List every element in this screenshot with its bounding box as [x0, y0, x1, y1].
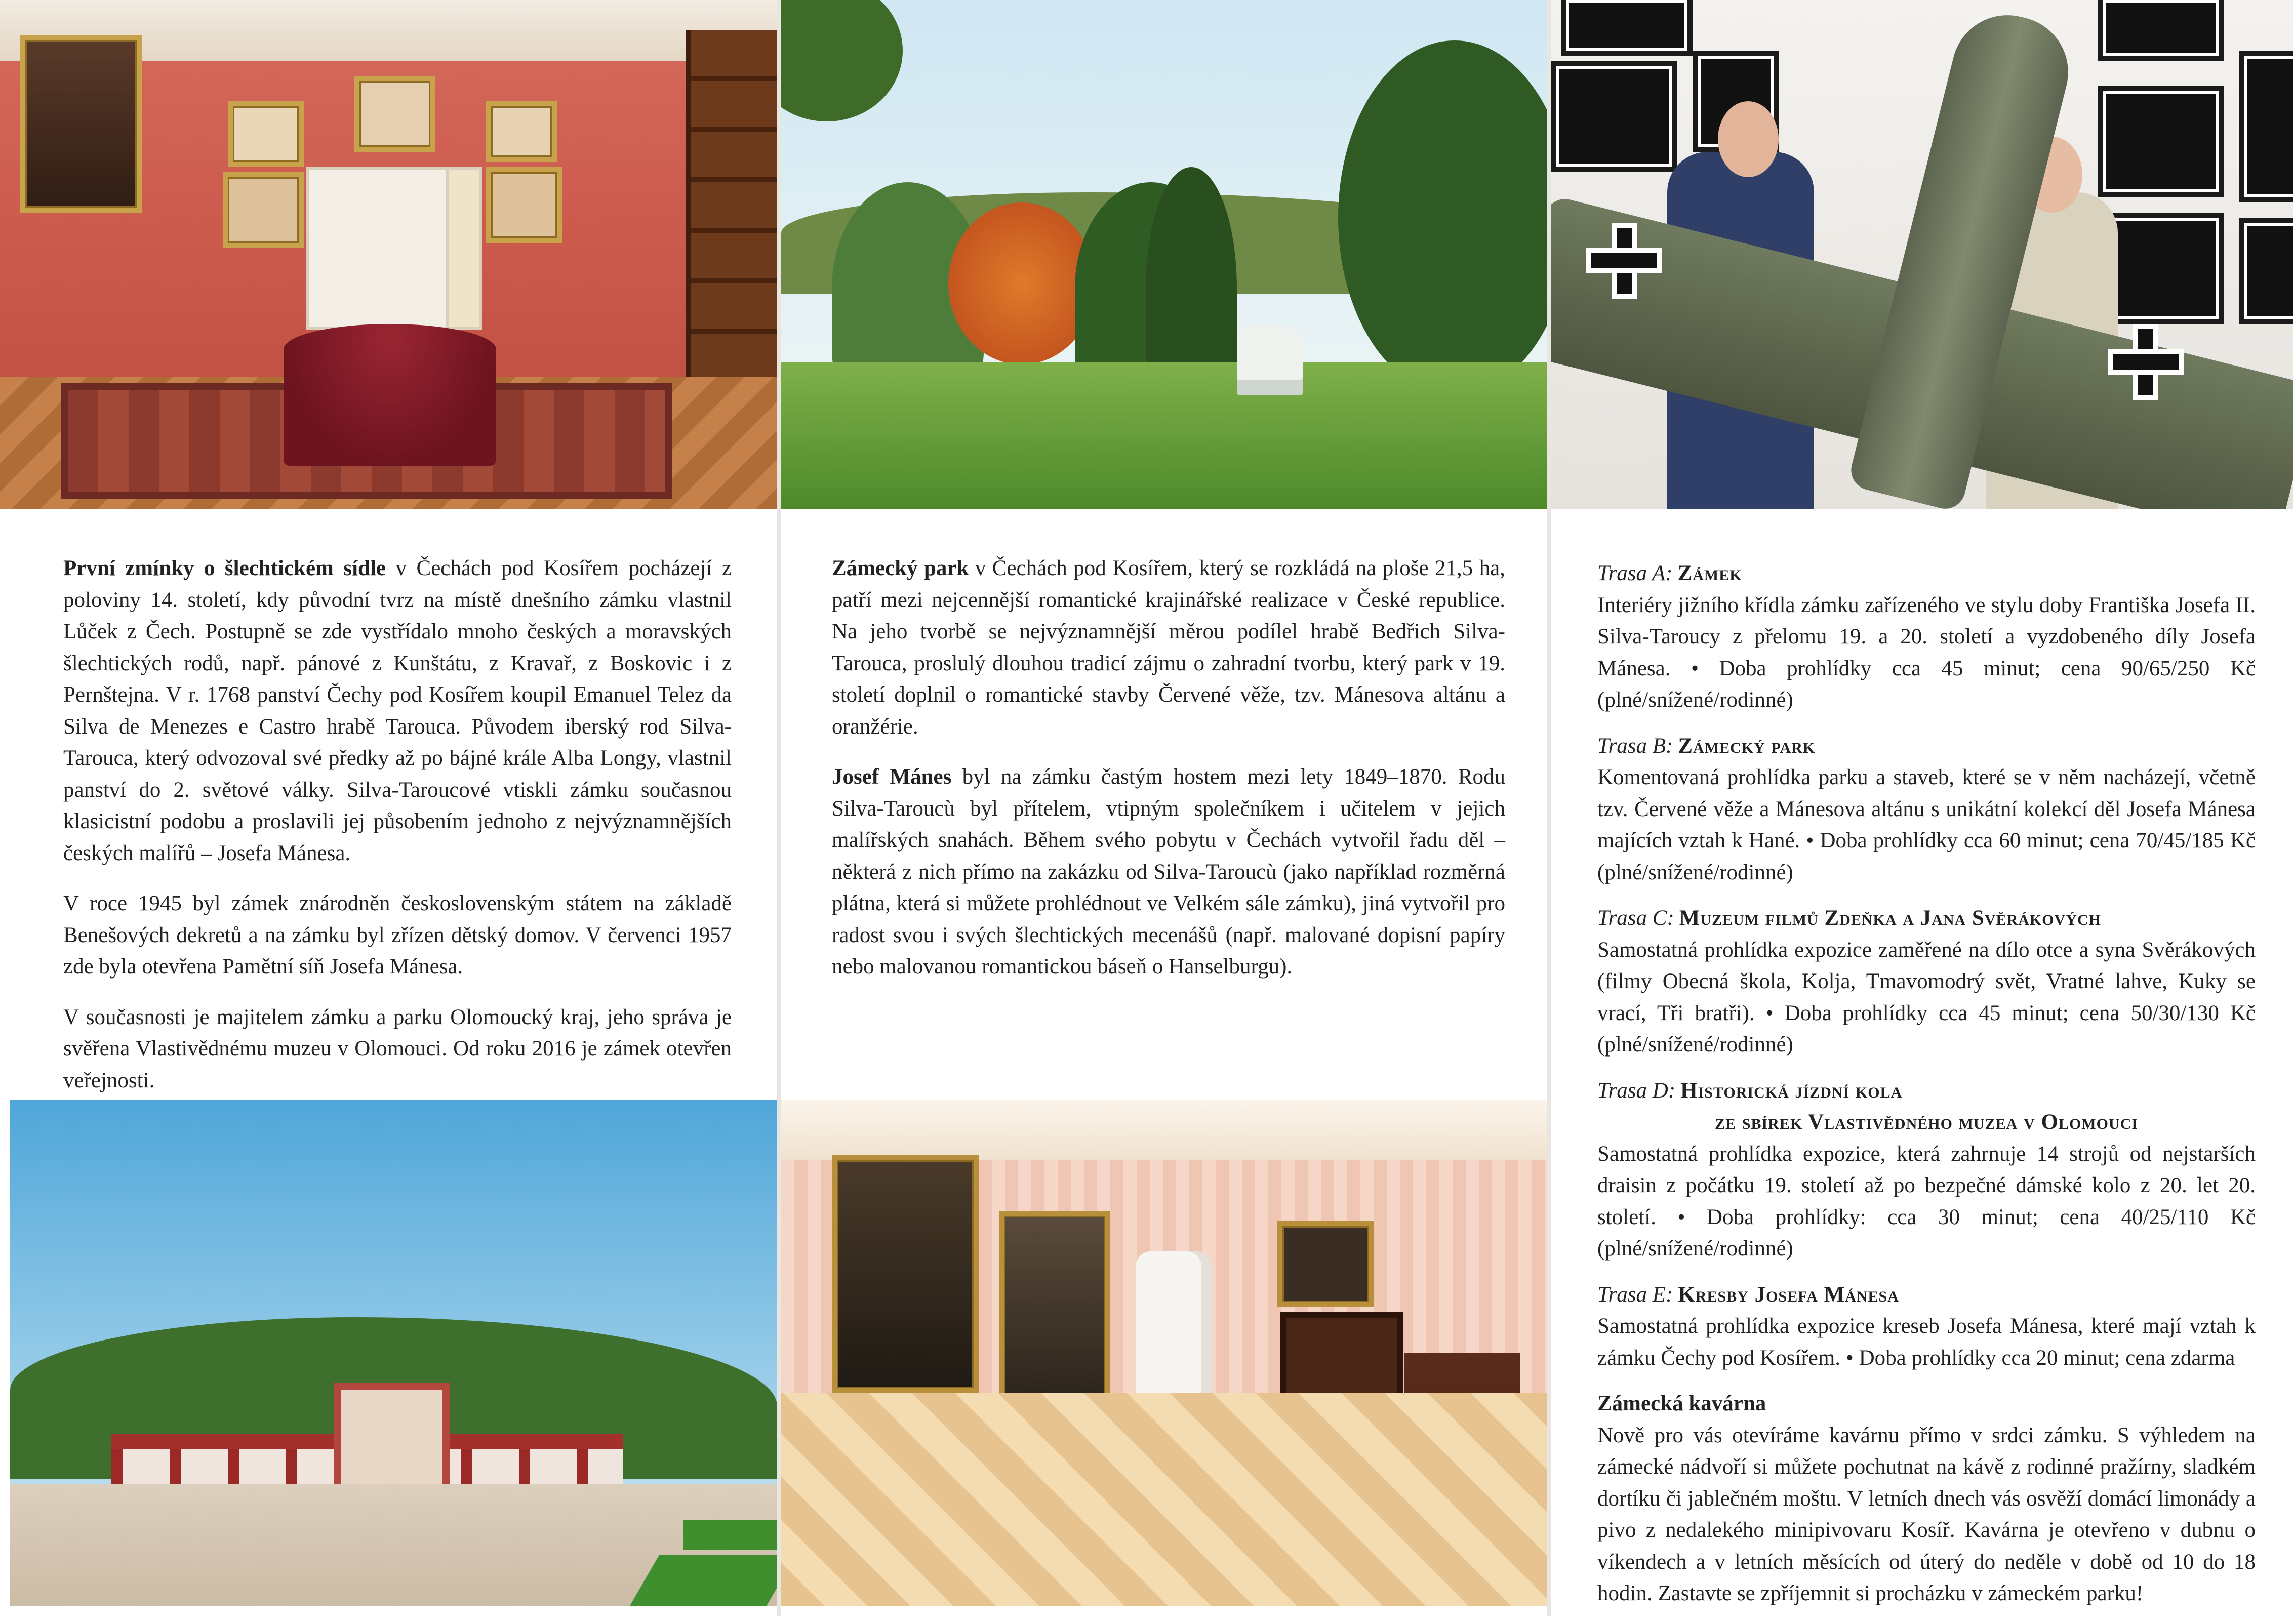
history-body: v Čechách pod Kosířem pocházejí z poloviny 14. století, kdy původní tvrz na místě dnešního zámku vlastnil Lůček z Čech. Postupně se zde vystřídalo mnoho českých a moravských šlechtických rodů, např. pánové z Kunštátu, z Kravař, z Boskovic i z Pernštejna. V r. 1768 panství Čechy pod Kosířem koupil Emanuel Telez da Silva de Menezes e Castro hrabě Tarouca. Původem iberský rod Silva-Tarouca, který odvozoval své předky až po bájné krále Alba Longy, vlastnil panství do 2. světové války. Silva-Taroucové vtiskli zámku současnou klasicistní podobu a proslavili jej působením jednoho z nejvýznamnějších českých malířů – Josefa Mánesa. — [63, 556, 732, 865]
fold-line-1 — [777, 0, 781, 1616]
history-lead: První zmínky o šlechtickém sídle — [63, 556, 386, 580]
route-a-title: Zámek — [1677, 561, 1742, 585]
route-d-title-line-2: ze sbírek Vlastivědného muzea v Olomouci — [1715, 1110, 2138, 1134]
route-c-title: Muzeum filmů Zdeňka a Jana Svěrákových — [1679, 906, 2101, 930]
route-d — [1597, 1075, 2256, 1265]
route-e-text: Samostatná prohlídka expozice kreseb Josefa Mánesa, které mají vztah k zámku Čechy pod Kosířem. • Doba prohlídky cca 20 minut; cena zdarma — [1597, 1314, 2256, 1370]
route-a-text: Interiéry jižního křídla zámku zařízeného ve stylu doby Františka Josefa II. Silva-Taroucy z přelomu 19. a 20. století a vyzdobeného díly Josefa Mánesa. • Doba prohlídky cca 45 minut; cena 90/65/250 Kč (plné/snížené/rodinné) — [1597, 593, 2256, 712]
route-b — [1597, 730, 2256, 889]
cafe-text: Nově pro vás otevíráme kavárnu přímo v srdci zámku. S výhledem na zámecké nádvoří si můžete pochutnat na kávě z rodinné pražírny, sladkém dortíku či jablečném moštu. V letních dnech vás osvěží domácí limonády a pivo z nedalekého minipivovaru Kosíř. Kavárna je otevřeno v dubnu o víkendech a v letních měsících od úterý do neděle v době od 10 do 18 hodin. Zastavte se zpříjemnit si procházku v zámeckém parku! — [1597, 1423, 2256, 1605]
manes-body: byl na zámku častým hostem mezi lety 1849–1870. Rodu Silva-Taroucù byl přítelem, vtipným společníkem i učitelem v jejich malířských snahách. Během svého pobytu v Čechách vytvořil řadu děl – některá z nich přímo na zakázku od Silva-Taroucù (jako například rozměrná plátna, která si můžete prohlédnout ve Velkém sále zámku), jiná vytvořil pro radost svou i svých šlechtických mecenášů (např. malované dopisní papíry nebo malovanou romantickou báseň o Hanselburgu). — [832, 765, 1505, 979]
panel-park — [781, 0, 1551, 1616]
photo-yellow-salon — [781, 1100, 1551, 1606]
cafe — [1597, 1388, 2256, 1610]
park-body: v Čechách pod Kosířem, který se rozkládá na ploše 21,5 ha, patří mezi nejcennější romantické krajinářské realizace v České republice. Na jeho tvorbě se nejvýznamnější měrou podílel hrabě Bedřich Silva-Tarouca, proslulý dlouhou tradicí zájmu o zahradní tvorbu, který park v 19. století doplnil o romantické stavby Červené věže, tzv. Mánesova altánu a oranžérie. — [832, 556, 1505, 739]
photo-museum — [1551, 0, 2293, 509]
fold-line-2 — [1547, 0, 1551, 1616]
history-text — [63, 553, 732, 1115]
route-a-label: Trasa A: — [1597, 561, 1673, 585]
photo-red-salon — [0, 0, 777, 509]
route-c — [1597, 903, 2256, 1061]
route-c-text: Samostatná prohlídka expozice zaměřené na dílo otce a syna Svěrákových (filmy Obecná škola, Kolja, Tmavomodrý svět, Vratné lahve, Kuky se vrací, Tři bratři). • Doba prohlídky cca 45 minut; cena 50/30/130 Kč (plné/snížené/rodinné) — [1597, 938, 2256, 1057]
history-paragraph-3: V současnosti je majitelem zámku a parku Olomoucký kraj, jeho správa je svěřena Vlastivědnému muzeu v Olomouci. Od roku 2016 je zámek otevřen veřejnosti. — [63, 1005, 732, 1092]
route-d-title: Historická jízdní kola — [1680, 1078, 1903, 1103]
route-b-title: Zámecký park — [1678, 734, 1816, 758]
route-a — [1597, 558, 2256, 716]
photo-orangery — [10, 1100, 777, 1606]
routes-list — [1597, 558, 2256, 1624]
panel-history — [0, 0, 777, 1616]
route-b-text: Komentovaná prohlídka parku a staveb, které se v něm nacházejí, včetně tzv. Červené věže a Mánesova altánu s unikátní kolekcí děl Josefa Mánesa majících vztah k Hané. • Doba prohlídky cca 60 minut; cena 70/45/185 Kč (plné/snížené/rodinné) — [1597, 765, 2256, 884]
history-paragraph-2: V roce 1945 byl zámek znárodněn československým státem na základě Benešových dekretů a na zámku byl zřízen dětský domov. V červenci 1957 zde byla otevřena Pamětní síň Josefa Mánesa. — [63, 891, 732, 979]
route-b-label: Trasa B: — [1597, 734, 1673, 758]
route-e — [1597, 1279, 2256, 1374]
route-d-label: Trasa D: — [1597, 1078, 1676, 1103]
route-e-title: Kresby Josefa Mánesa — [1678, 1282, 1899, 1307]
cafe-title: Zámecká kavárna — [1597, 1392, 1766, 1415]
park-lead: Zámecký park — [832, 556, 969, 580]
photo-park — [781, 0, 1551, 509]
park-text — [832, 553, 1505, 1002]
route-c-label: Trasa C: — [1597, 906, 1674, 930]
panel-routes — [1551, 0, 2293, 1616]
route-d-text: Samostatná prohlídka expozice, která zahrnuje 14 strojů od nejstarších draisin z počátku 19. století až po bezpečné dámské kolo z 20. let 20. století. • Doba prohlídky: cca 30 minut; cena 40/25/110 Kč (plné/snížené/rodinné) — [1597, 1142, 2256, 1261]
route-e-label: Trasa E: — [1597, 1282, 1673, 1307]
manes-lead: Josef Mánes — [832, 765, 952, 789]
